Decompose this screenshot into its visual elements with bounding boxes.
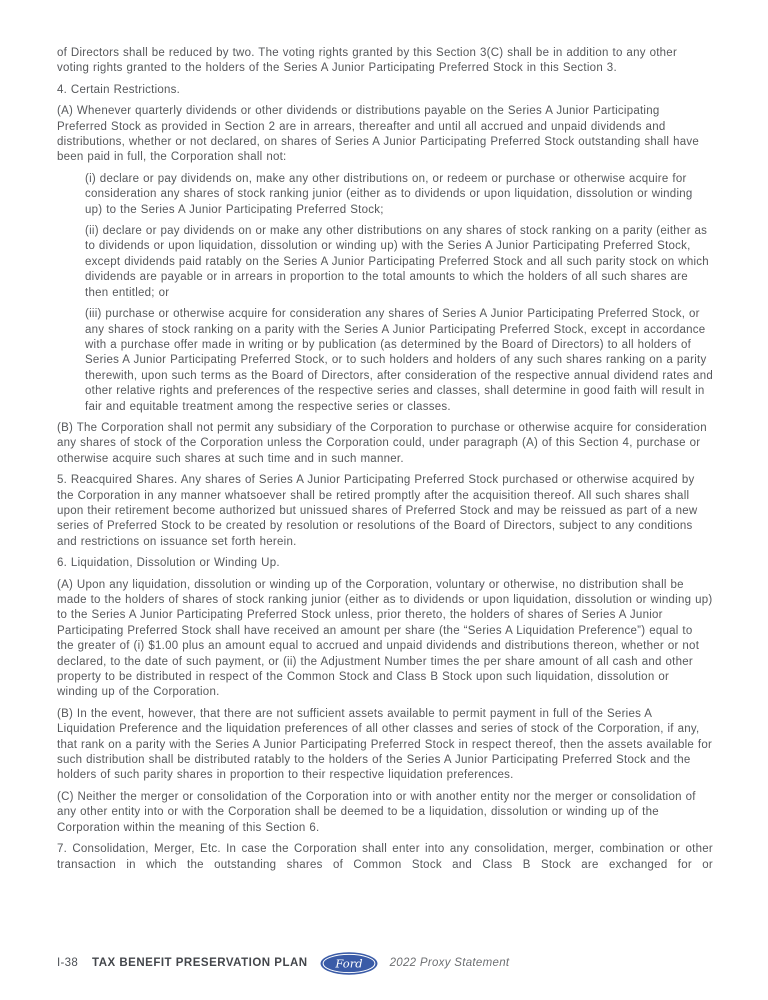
continuation-paragraph: of Directors shall be reduced by two. The voting rights granted by this Section 3(C) shall be in addition to any other voting rights granted to the holders of the Series A Junior Participating Preferred Stock in this Section 3. [57,47,678,75]
paragraph-4a: (A) Whenever quarterly dividends or other dividends or distributions payable on the Series A Junior Participating Preferred Stock as provided in Section 2 are in arrears, thereafter and until all accrued and unpaid dividends and distributions, whether or not declared, on shares of Series A Junior Participating Preferred Stock outstanding shall have been paid in full, the Corporation shall not: [57,105,700,164]
paragraph-4b: (B) The Corporation shall not permit any subsidiary of the Corporation to purchase or otherwise acquire for consideration any shares of stock of the Corporation unless the Corporation could, under paragraph (A) of this Section 4, purchase or otherwise acquire such shares at such time and in such manner. [57,421,707,465]
paragraph-6c: (C) Neither the merger or consolidation of the Corporation into or with another entity nor the merger or consolidation of any other entity into or with the Corporation shall be deemed to be a liquidation, dissolution or winding up of the Corporation within the meaning of this Section 6. [57,790,696,834]
section-6-heading: 6. Liquidation, Dissolution or Winding Up. [57,557,280,570]
clause-i: (i) declare or pay dividends on, make any other distributions on, or redeem or purchase or otherwise acquire for consideration any shares of stock ranking junior (either as to dividends or upon liquidation, dissolution or winding up) to the Series A Junior Participating Preferred Stock; [85,172,693,216]
ford-logo-text: Ford [335,956,363,971]
document-body [57,46,713,879]
paragraph-6b: (B) In the event, however, that there are not sufficient assets available to permit payment in full of the Series A Liquidation Preference and the liquidation preferences of all other classes and series of stock of the Corporation, if any, that rank on a parity with the Series A Junior Participating Preferred Stock in respect thereof, then the assets available for such distribution shall be distributed ratably to the holders of the Series A Junior Participating Preferred Stock and the holders of such parity shares in proportion to their respective liquidation preferences. [57,707,713,782]
footer-proxy-statement: 2022 Proxy Statement [389,957,510,969]
section-7-paragraph: 7. Consolidation, Merger, Etc. In case the Corporation shall enter into any consolidation, merger, combination or other transaction in which the outstanding shares of Common Stock and Class B Stock are exchanged for or [57,843,713,871]
paragraph-6a: (A) Upon any liquidation, dissolution or winding up of the Corporation, voluntary or otherwise, no distribution shall be made to the holders of shares of stock ranking junior (either as to dividends or upon liquidation, dissolution or winding up) to the Series A Junior Participating Preferred Stock unless, prior thereto, the holders of shares of Series A Junior Participating Preferred Stock shall have received an amount per share (the “Series A Liquidation Preference”) equal to the greater of (i) $1.00 plus an amount equal to accrued and unpaid dividends and distributions thereon, whether or not declared, to the date of such payment, or (ii) the Adjustment Number times the per share amount of all cash and other property to be distributed in respect of the Common Stock and Class B Stock upon such liquidation, dissolution or winding up of the Corporation. [57,578,713,699]
footer-plan-title: TAX BENEFIT PRESERVATION PLAN [92,957,308,969]
section-4-heading: 4. Certain Restrictions. [57,83,181,96]
page-footer [57,950,713,976]
page-number: I-38 [57,957,79,969]
clause-iii: (iii) purchase or otherwise acquire for consideration any shares of Series A Junior Participating Preferred Stock, or any shares of stock ranking on a parity with the Series A Junior Participating Preferred Stock, except in accordance with a purchase offer made in writing or by publication (as determined by the Board of Directors) to all holders of Series A Junior Participating Preferred Stock, or to such holders and holders of any such shares ranking on a parity therewith, upon such terms as the Board of Directors, after consideration of the respective annual dividend rates and other relative rights and preferences of the respective series and classes, shall determine in good faith will result in fair and equitable treatment among the respective series or classes. [85,308,713,413]
clause-ii: (ii) declare or pay dividends on or make any other distributions on any shares of stock ranking on a parity (either as to dividends or upon liquidation, dissolution or winding up) with the Series A Junior Participating Preferred Stock, except dividends paid ratably on the Series A Junior Participating Preferred Stock and all such parity stock on which dividends are payable or in arrears in proportion to the total amounts to which the holders of all such shares are then entitled; or [85,225,709,299]
ford-logo-icon [320,952,378,975]
section-5-paragraph: 5. Reacquired Shares. Any shares of Series A Junior Participating Preferred Stock purchased or otherwise acquired by the Corporation in any manner whatsoever shall be retired promptly after the acquisition thereof. All such shares shall upon their retirement become authorized but unissued shares of Preferred Stock and may be reissued as part of a new series of Preferred Stock to be created by resolution or resolutions of the Board of Directors, subject to any conditions and restrictions on issuance set forth herein. [57,474,698,548]
